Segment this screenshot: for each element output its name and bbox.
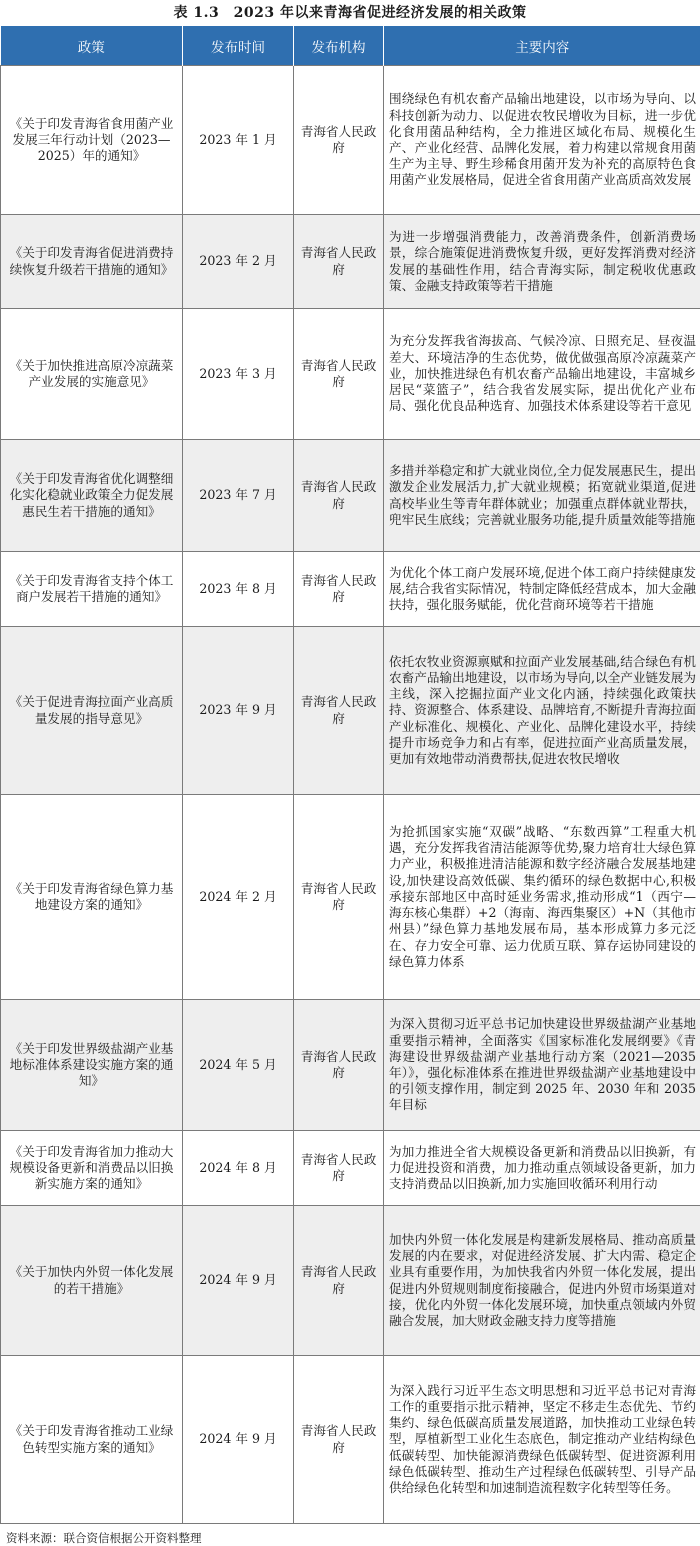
policy-name: 《关于印发青海省推动工业绿色转型实施方案的通知》 <box>1 1356 183 1524</box>
issuing-org: 青海省人民政府 <box>294 440 384 552</box>
release-date: 2024 年 9 月 <box>183 1206 294 1356</box>
table-row <box>1 309 700 440</box>
header-policy: 政策 <box>1 26 183 66</box>
issuing-org: 青海省人民政府 <box>294 1206 384 1356</box>
table-row <box>1 66 700 215</box>
release-date: 2024 年 5 月 <box>183 1000 294 1131</box>
table-row <box>1 1356 700 1524</box>
issuing-org: 青海省人民政府 <box>294 309 384 440</box>
main-content: 为抢抓国家实施“双碳”战略、“东数西算”工程重大机遇，充分发挥我省清洁能源等优势,聚力培育壮大绿色算力产业，积极推进清洁能源和数字经济融合发展基地建设,加快建设高效低碳、集约循环的绿色数据中心,积极承接东部地区中高时延业务需求,推动形成“1（西宁—海东核心集群）+2（海南、海西集聚区）+N（其他市州县）”绿色算力基地发展布局，基本形成算力多元泛在、存力安全可靠、运力优质互联、算存运协同建设的绿色算力体系 <box>384 795 700 1000</box>
main-content: 依托农牧业资源禀赋和拉面产业发展基础,结合绿色有机农畜产品输出地建设，以市场为导向,以全产业链发展为主线，深入挖掘拉面产业文化内涵，持续强化政策扶持、资源整合、体系建设、品牌培育,不断提升青海拉面产业标准化、规模化、产业化、品牌化建设水平，持续提升市场竞争力和占有率，促进拉面产业高质量发展，更加有效地带动消费帮扶,促进农牧民增收 <box>384 627 700 795</box>
release-date: 2023 年 3 月 <box>183 309 294 440</box>
policy-name: 《关于印发青海省食用菌产业发展三年行动计划（2023—2025）年的通知》 <box>1 66 183 215</box>
release-date: 2024 年 2 月 <box>183 795 294 1000</box>
main-content: 为深入践行习近平生态文明思想和习近平总书记对青海工作的重要指示批示精神，坚定不移走生态优先、节约集约、绿色低碳高质量发展道路，加快推动工业绿色转型，厚植新型工业化生态底色，制定推动产业结构绿色低碳转型、加快能源消费绿色低碳转型、促进资源利用绿色低碳转型、推动生产过程绿色低碳转型、引导产品供给绿色化转型和加速制造流程数字化转型等任务。 <box>384 1356 700 1524</box>
issuing-org: 青海省人民政府 <box>294 627 384 795</box>
policy-table <box>0 26 700 1524</box>
header-content: 主要内容 <box>384 26 700 66</box>
release-date: 2023 年 7 月 <box>183 440 294 552</box>
release-date: 2023 年 1 月 <box>183 66 294 215</box>
issuing-org: 青海省人民政府 <box>294 552 384 627</box>
main-content: 为进一步增强消费能力，改善消费条件，创新消费场景，综合施策促进消费恢复升级，更好发挥消费对经济发展的基础性作用，结合青海实际，制定税收优惠政策、金融支持政策等若干措施 <box>384 215 700 309</box>
table-row <box>1 552 700 627</box>
policy-name: 《关于印发青海省优化调整细化实化稳就业政策全力促发展惠民生若干措施的通知》 <box>1 440 183 552</box>
main-content: 为优化个体工商户发展环境,促进个体工商户持续健康发展,结合我省实际情况，特制定降低经营成本，加大金融扶持，强化服务赋能，优化营商环境等若干措施 <box>384 552 700 627</box>
release-date: 2023 年 8 月 <box>183 552 294 627</box>
policy-name: 《关于促进青海拉面产业高质量发展的指导意见》 <box>1 627 183 795</box>
release-date: 2024 年 8 月 <box>183 1131 294 1206</box>
policy-name: 《关于印发青海省促进消费持续恢复升级若干措施的通知》 <box>1 215 183 309</box>
source-note: 资料来源：联合资信根据公开资料整理 <box>0 1524 700 1546</box>
issuing-org: 青海省人民政府 <box>294 66 384 215</box>
table-header-row <box>1 26 700 66</box>
main-content: 为加力推进全省大规模设备更新和消费品以旧换新，有力促进投资和消费，加力推动重点领域设备更新，加力支持消费品以旧换新,加力实施回收循环利用行动 <box>384 1131 700 1206</box>
issuing-org: 青海省人民政府 <box>294 215 384 309</box>
issuing-org: 青海省人民政府 <box>294 1356 384 1524</box>
table-row <box>1 1000 700 1131</box>
header-date: 发布时间 <box>183 26 294 66</box>
release-date: 2023 年 2 月 <box>183 215 294 309</box>
table-row <box>1 795 700 1000</box>
main-content: 多措并举稳定和扩大就业岗位,全力促发展惠民生，提出激发企业发展活力,扩大就业规模；拓宽就业渠道,促进高校毕业生等青年群体就业；加强重点群体就业帮扶，兜牢民生底线；完善就业服务功能,提升质量效能等措施 <box>384 440 700 552</box>
table-row <box>1 1131 700 1206</box>
policy-name: 《关于加快内外贸一体化发展的若干措施》 <box>1 1206 183 1356</box>
release-date: 2024 年 9 月 <box>183 1356 294 1524</box>
policy-name: 《关于印发青海省加力推动大规模设备更新和消费品以旧换新实施方案的通知》 <box>1 1131 183 1206</box>
policy-name: 《关于加快推进高原冷凉蔬菜产业发展的实施意见》 <box>1 309 183 440</box>
table-row <box>1 627 700 795</box>
issuing-org: 青海省人民政府 <box>294 1131 384 1206</box>
main-content: 为充分发挥我省海拔高、气候冷凉、日照充足、昼夜温差大、环境洁净的生态优势，做优做强高原冷凉蔬菜产业，加快推进绿色有机农畜产品输出地建设，丰富城乡居民“菜篮子”，结合我省发展实际，提出优化产业布局、强化优良品种选育、加强技术体系建设等若干意见 <box>384 309 700 440</box>
issuing-org: 青海省人民政府 <box>294 1000 384 1131</box>
policy-name: 《关于印发青海省支持个体工商户发展若干措施的通知》 <box>1 552 183 627</box>
table-caption: 表 1.3 2023 年以来青海省促进经济发展的相关政策 <box>0 0 700 26</box>
table-row <box>1 1206 700 1356</box>
release-date: 2023 年 9 月 <box>183 627 294 795</box>
main-content: 为深入贯彻习近平总书记加快建设世界级盐湖产业基地重要指示精神，全面落实《国家标准化发展纲要》《青海建设世界级盐湖产业基地行动方案（2021—2035 年）》，强化标准体系在推进世界级盐湖产业基地建设中的引领支撑作用，制定到 2025 年、2030 年和 2035 年目标 <box>384 1000 700 1131</box>
main-content: 围绕绿色有机农畜产品输出地建设，以市场为导向、以科技创新为动力、以促进农牧民增收为目标，进一步优化食用菌品种结构，全力推进区域化布局、规模化生产、产业化经营、品牌化发展，着力构建以常规食用菌生产为主导、野生珍稀食用菌开发为补充的高原特色食用菌产业发展格局，促进全省食用菌产业高质高效发展 <box>384 66 700 215</box>
table-row <box>1 215 700 309</box>
policy-name: 《关于印发世界级盐湖产业基地标准体系建设实施方案的通知》 <box>1 1000 183 1131</box>
main-content: 加快内外贸一体化发展是构建新发展格局、推动高质量发展的内在要求，对促进经济发展、扩大内需、稳定企业具有重要作用，为加快我省内外贸一体化发展，提出促进内外贸规则制度衔接融合，促进内外贸市场渠道对接，优化内外贸一体化发展环境，加快重点领域内外贸融合发展，加大财政金融支持力度等措施 <box>384 1206 700 1356</box>
issuing-org: 青海省人民政府 <box>294 795 384 1000</box>
table-row <box>1 440 700 552</box>
header-org: 发布机构 <box>294 26 384 66</box>
policy-name: 《关于印发青海省绿色算力基地建设方案的通知》 <box>1 795 183 1000</box>
